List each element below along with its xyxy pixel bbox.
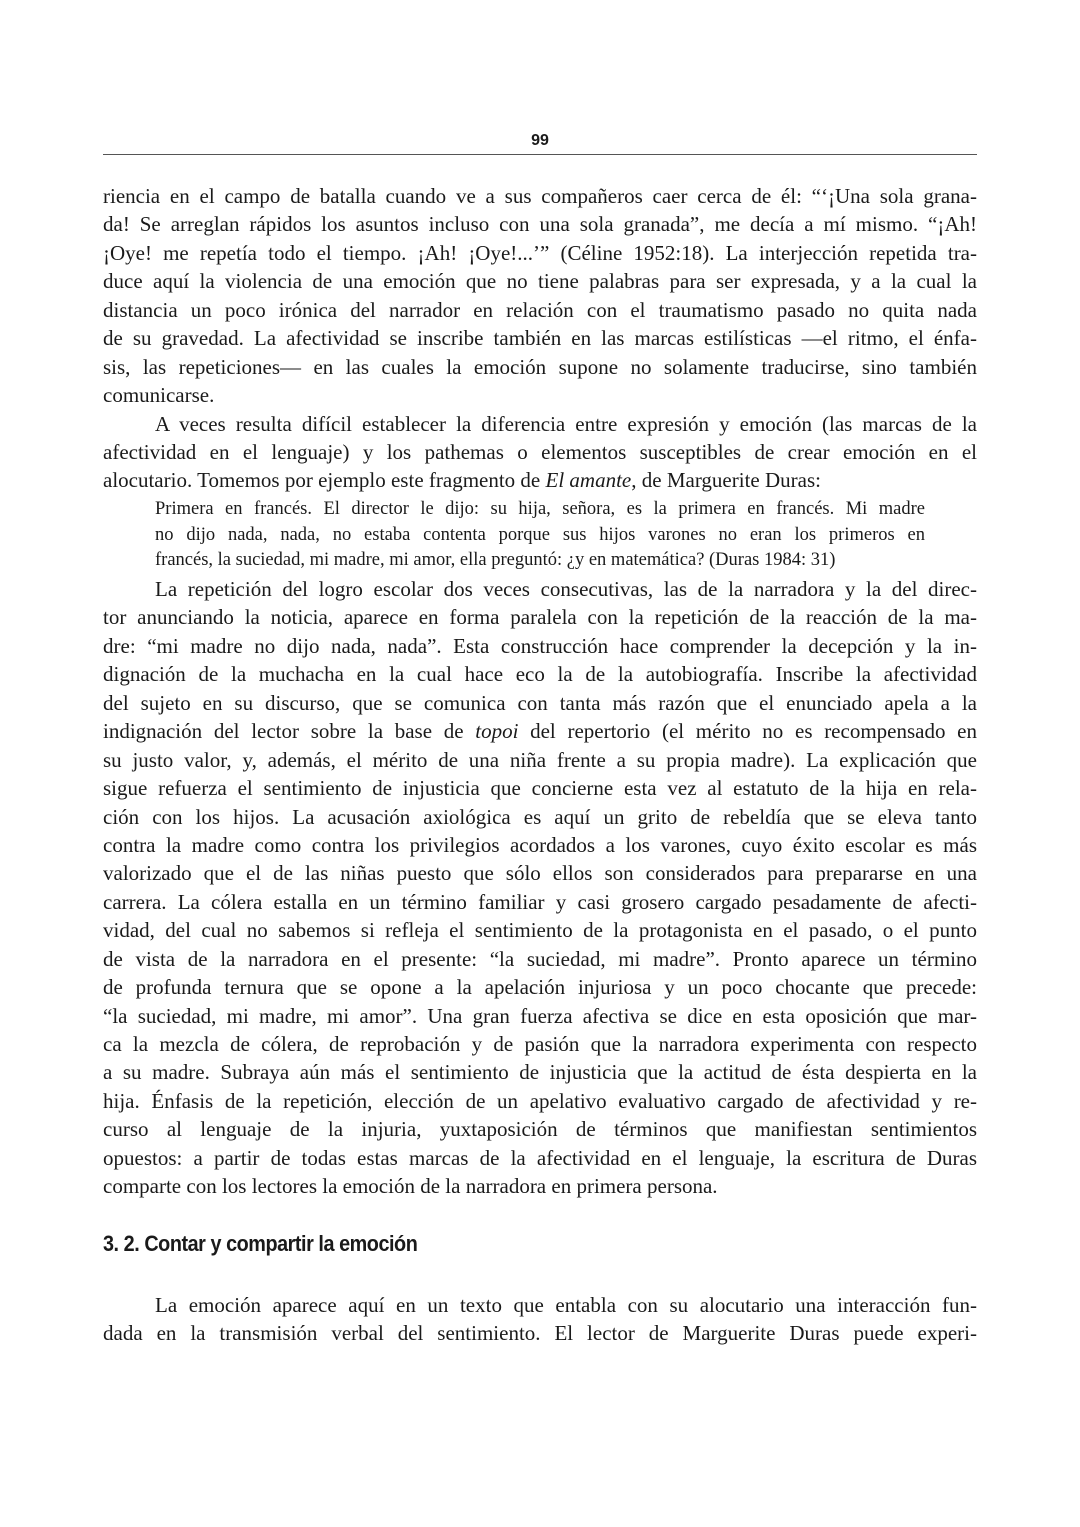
header-rule <box>103 154 977 155</box>
text-line: tor anunciando la noticia, aparece en forma paralela con la repetición de la reacción de la ma- <box>103 605 977 630</box>
body-text-block-2 <box>103 575 977 1201</box>
body-text-block-1 <box>103 182 977 495</box>
text-line: no dijo nada, nada, no estaba contenta porque sus hijos varones no eran los primeros en <box>155 524 925 545</box>
text-line: ción con los hijos. La acusación axiológica es aquí un grito de rebeldía que se eleva tanto <box>103 804 977 829</box>
block-quote <box>155 497 925 574</box>
text-line: sigue refuerza el sentimiento de injusticia que concierne esta vez al estatuto de la hija en rela- <box>103 776 977 801</box>
text-line: duce aquí la violencia de una emoción que no tiene palabras para ser expresada, y a la cual la <box>103 269 977 294</box>
text-line: afectividad en el lenguaje) y los pathemas o elementos susceptibles de crear emoción en el <box>103 439 977 464</box>
text-line: su justo valor, y, además, el mérito de una niña frente a su propia madre). La explicación que <box>103 747 977 772</box>
text-line: dada en la transmisión verbal del sentimiento. El lector de Marguerite Duras puede experi- <box>103 1321 977 1346</box>
text-line: dre: “mi madre no dijo nada, nada”. Esta construcción hace comprender la decepción y la in- <box>103 633 977 658</box>
text-line: sis, las repeticiones— en las cuales la emoción supone no solamente traducirse, sino también <box>103 354 977 379</box>
text-line: comparte con los lectores la emoción de la narradora en primera persona. <box>103 1174 718 1199</box>
text-line: La emoción aparece aquí en un texto que entabla con su alocutario una interacción fun- <box>155 1293 977 1317</box>
text-line: curso al lenguaje de la injuria, yuxtaposición de términos que manifiestan sentimientos <box>103 1117 977 1142</box>
text-line: francés, la suciedad, mi madre, mi amor, ella preguntó: ¿y en matemática? (Duras 1984: 31) <box>155 550 836 570</box>
text-line: valorizado que el de las niñas puesto que sólo ellos son considerados para prepararse en una <box>103 861 977 886</box>
text-line <box>103 466 977 494</box>
text-line: opuestos: a partir de todas estas marcas de la afectividad en el lenguaje, la escritura de Duras <box>103 1145 977 1170</box>
text-line: ca la mezcla de cólera, de reprobación y de pasión que la narradora experimenta con respecto <box>103 1032 977 1056</box>
text-segment: indignación del lector sobre la base de <box>103 719 476 744</box>
page-number: 99 <box>531 132 549 149</box>
text-line: ¡Oye! me repetía todo el tiempo. ¡Ah! ¡Oye!...’” (Céline 1952:18). La interjección repetida tra- <box>103 240 977 265</box>
text-line <box>103 717 977 745</box>
text-line: de profunda ternura que se opone a la apelación injuriosa y un poco chocante que precede: <box>103 975 977 1000</box>
italic-title: topoi <box>475 719 519 744</box>
text-line: del sujeto en su discurso, que se comunica con tanta más razón que el enunciado apela a la <box>103 690 977 715</box>
body-text-block-3 <box>103 1291 977 1348</box>
section-heading: 3. 2. Contar y compartir la emoción <box>103 1231 418 1256</box>
text-segment: alocutario. Tomemos por ejemplo este fragmento de <box>103 468 546 493</box>
text-line: hija. Énfasis de la repetición, elección de un apelativo evaluativo cargado de afectividad y re- <box>103 1088 977 1113</box>
text-line: contra la madre como contra los privilegios acordados a los varones, cuyo éxito escolar es más <box>103 832 977 857</box>
text-segment: del repertorio (el mérito no es recompensado en <box>518 719 977 744</box>
text-line: riencia en el campo de batalla cuando ve a sus compañeros caer cerca de él: “‘¡Una sola grana- <box>103 184 977 208</box>
italic-title: El amante <box>545 468 632 493</box>
text-line: Primera en francés. El director le dijo: su hija, señora, es la primera en francés. Mi madre <box>155 499 925 519</box>
text-line: vidad, del cual no sabemos si refleja el sentimiento de la protagonista en el pasado, o el punto <box>103 918 977 943</box>
text-line: distancia un poco irónica del narrador en relación con el traumatismo pasado no quita nada <box>103 297 977 322</box>
text-line: comunicarse. <box>103 383 215 408</box>
text-line: carrera. La cólera estalla en un término familiar y casi grosero cargado pesadamente de afecti- <box>103 889 977 914</box>
text-segment: , de Marguerite Duras: <box>631 468 821 493</box>
text-line: “la suciedad, mi madre, mi amor”. Una gran fuerza afectiva se dice en esta oposición que mar- <box>103 1003 977 1028</box>
text-line: da! Se arreglan rápidos los asuntos incluso con una sola granada”, me decía a mí mismo. “¡Ah! <box>103 212 977 237</box>
text-line: A veces resulta difícil establecer la diferencia entre expresión y emoción (las marcas de la <box>155 411 977 436</box>
text-line: La repetición del logro escolar dos veces consecutivas, las de la narradora y la del direc- <box>155 577 977 601</box>
text-line: de vista de la narradora en el presente: “la suciedad, mi madre”. Pronto aparece un término <box>103 946 977 971</box>
text-line: dignación de la muchacha en la cual hace eco la de la autobiografía. Inscribe la afectividad <box>103 662 977 687</box>
text-line: de su gravedad. La afectividad se inscribe también en las marcas estilísticas —el ritmo, el énfa- <box>103 326 977 351</box>
text-line: a su madre. Subraya aún más el sentimiento de injusticia que la actitud de ésta despierta en la <box>103 1060 977 1085</box>
